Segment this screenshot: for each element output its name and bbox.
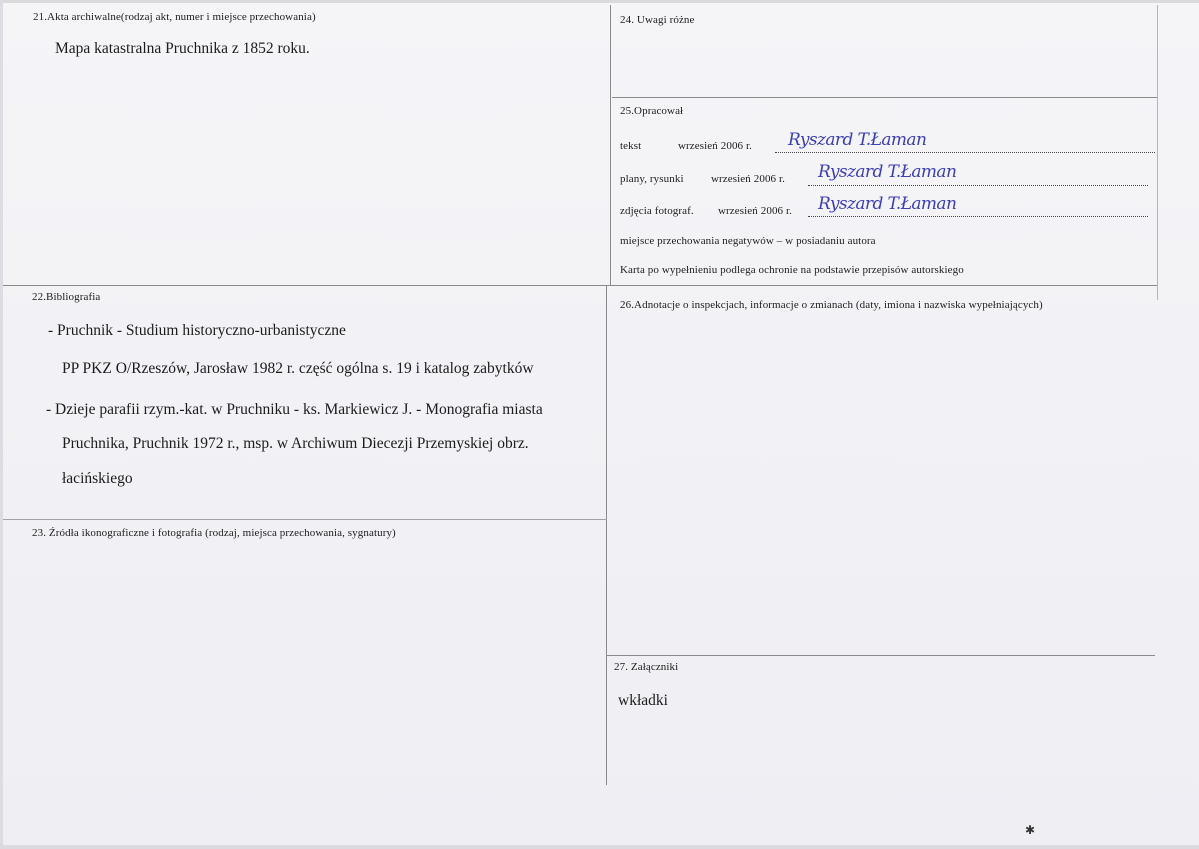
bibliography-line-4: Pruchnika, Pruchnik 1972 r., msp. w Archiwum Diecezji Przemyskiej obrz. <box>62 435 529 452</box>
rule-row-21-22 <box>3 285 1158 286</box>
scan-edge-left <box>0 0 3 849</box>
section-21-heading: 21.Akta archiwalne(rodzaj akt, numer i miejsce przechowania) <box>33 11 316 23</box>
section-22-heading: 22.Bibliografia <box>32 291 101 303</box>
center-divider-lower <box>606 285 607 785</box>
bibliography-line-2: PP PKZ O/Rzeszów, Jarosław 1982 r. część ogólna s. 19 i katalog zabytków <box>62 360 534 377</box>
copyright-note: Karta po wypełnieniu podlega ochronie na podstawie przepisów autorskiego <box>620 264 964 276</box>
author-row-plans-dotted-line <box>808 185 1148 186</box>
section-24-heading: 24. Uwagi różne <box>620 14 695 26</box>
section-25-heading: 25.Opracował <box>620 105 684 117</box>
negatives-location: miejsce przechowania negatywów – w posiadaniu autora <box>620 235 876 247</box>
author-row-photos-dotted-line <box>808 216 1148 217</box>
author-row-plans-signature: Ryszard T.Łaman <box>818 162 957 182</box>
rule-26-27 <box>607 655 1155 656</box>
author-row-photos-label: zdjęcia fotograf. <box>620 205 694 217</box>
author-row-plans-date: wrzesień 2006 r. <box>711 173 785 185</box>
center-divider <box>610 5 611 285</box>
author-row-plans-label: plany, rysunki <box>620 173 684 185</box>
author-row-text-signature: Ryszard T.Łaman <box>788 130 927 150</box>
bibliography-line-1: - Pruchnik - Studium historyczno-urbanistyczne <box>48 322 346 339</box>
section-26-heading: 26.Adnotacje o inspekcjach, informacje o zmianach (daty, imiona i nazwiska wypełniających) <box>620 299 1043 311</box>
author-row-text-label: tekst <box>620 140 642 152</box>
scan-edge-top <box>0 0 1199 3</box>
rule-24-25 <box>612 97 1157 98</box>
author-row-photos-signature: Ryszard T.Łaman <box>818 194 957 214</box>
scan-edge-bottom <box>0 845 1199 849</box>
section-23-heading: 23. Źródła ikonograficzne i fotografia (rodzaj, miejsca przechowania, sygnatury) <box>32 527 396 539</box>
scan-speck: ✱ <box>1025 823 1036 837</box>
author-row-text-date: wrzesień 2006 r. <box>678 140 752 152</box>
author-row-photos-date: wrzesień 2006 r. <box>718 205 792 217</box>
right-edge-rule <box>1157 5 1158 300</box>
author-row-text-dotted-line <box>775 152 1155 153</box>
bibliography-line-5: łacińskiego <box>62 470 133 487</box>
rule-22-23 <box>3 519 607 520</box>
bibliography-line-3: - Dzieje parafii rzym.-kat. w Pruchniku - ks. Markiewicz J. - Monografia miasta <box>46 401 543 418</box>
section-21-text: Mapa katastralna Pruchnika z 1852 roku. <box>55 40 310 57</box>
section-27-heading: 27. Załączniki <box>614 661 679 673</box>
attachments-text: wkładki <box>618 692 668 709</box>
